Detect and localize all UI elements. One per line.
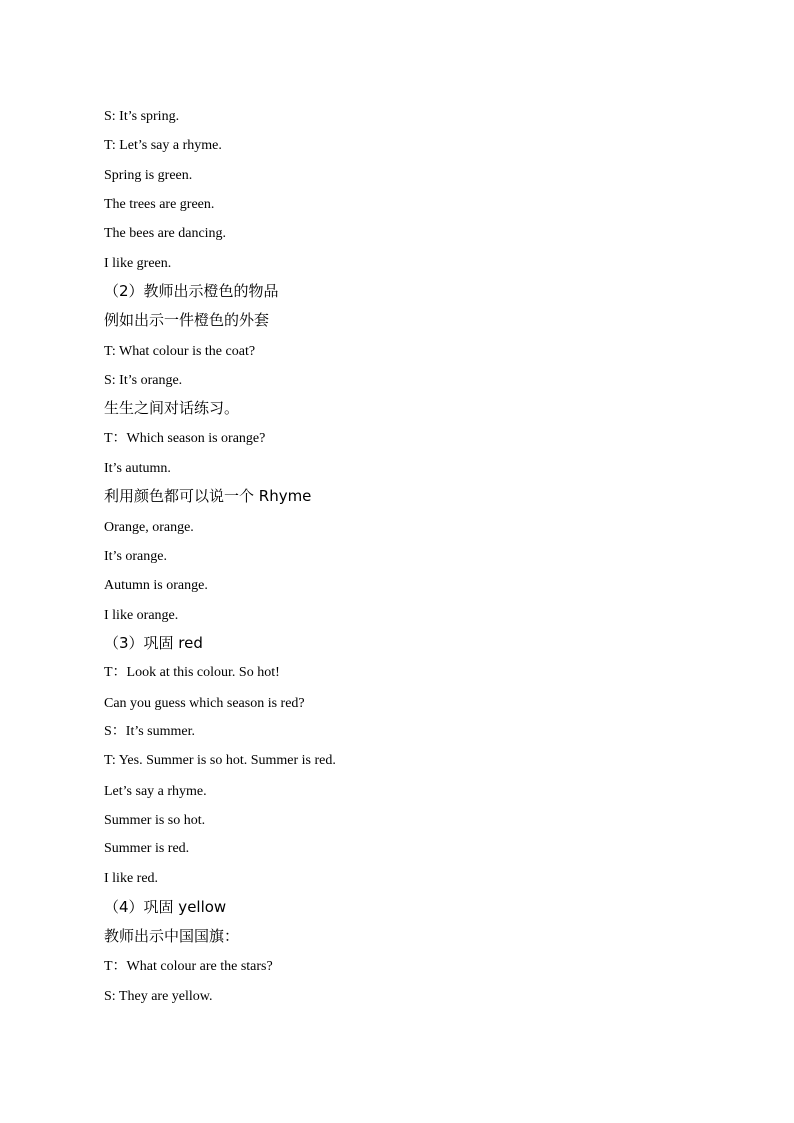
text-line: T：What colour are the stars?	[104, 959, 273, 974]
text-line: 利用颜色都可以说一个 Rhyme	[104, 487, 312, 505]
section-heading: （4）巩固 yellow	[104, 898, 227, 916]
text-line: S: It’s spring.	[104, 109, 180, 124]
text-line: Orange, orange.	[104, 520, 194, 535]
text-line: 生生之间对话练习。	[104, 399, 240, 417]
text-line: Summer is so hot.	[104, 813, 206, 828]
text-line: 例如出示一件橙色的外套	[104, 311, 270, 329]
text-line: The bees are dancing.	[104, 226, 227, 241]
text-line: Can you guess which season is red?	[104, 696, 305, 711]
section-heading: （3）巩固 red	[104, 634, 203, 652]
text-line: S：It’s summer.	[104, 724, 196, 739]
text-line: It’s autumn.	[104, 461, 171, 476]
text-line: T: Yes. Summer is so hot. Summer is red.	[104, 753, 336, 768]
text-line: S: It’s orange.	[104, 373, 183, 388]
text-line: I like red.	[104, 871, 159, 886]
text-line: T: What colour is the coat?	[104, 344, 256, 359]
section-heading: （2）教师出示橙色的物品	[104, 282, 279, 300]
text-line: Let’s say a rhyme.	[104, 784, 207, 799]
text-line: Spring is green.	[104, 168, 193, 183]
text-line: T：Which season is orange?	[104, 431, 266, 446]
text-line: T：Look at this colour. So hot!	[104, 665, 280, 680]
text-line: I like green.	[104, 256, 172, 271]
text-line: I like orange.	[104, 608, 179, 623]
text-line: It’s orange.	[104, 549, 167, 564]
text-line: The trees are green.	[104, 197, 215, 212]
text-line: Autumn is orange.	[104, 578, 208, 593]
text-line: T: Let’s say a rhyme.	[104, 138, 222, 153]
text-line: 教师出示中国国旗：	[104, 927, 240, 945]
text-line: S: They are yellow.	[104, 989, 213, 1004]
text-line: Summer is red.	[104, 841, 190, 856]
